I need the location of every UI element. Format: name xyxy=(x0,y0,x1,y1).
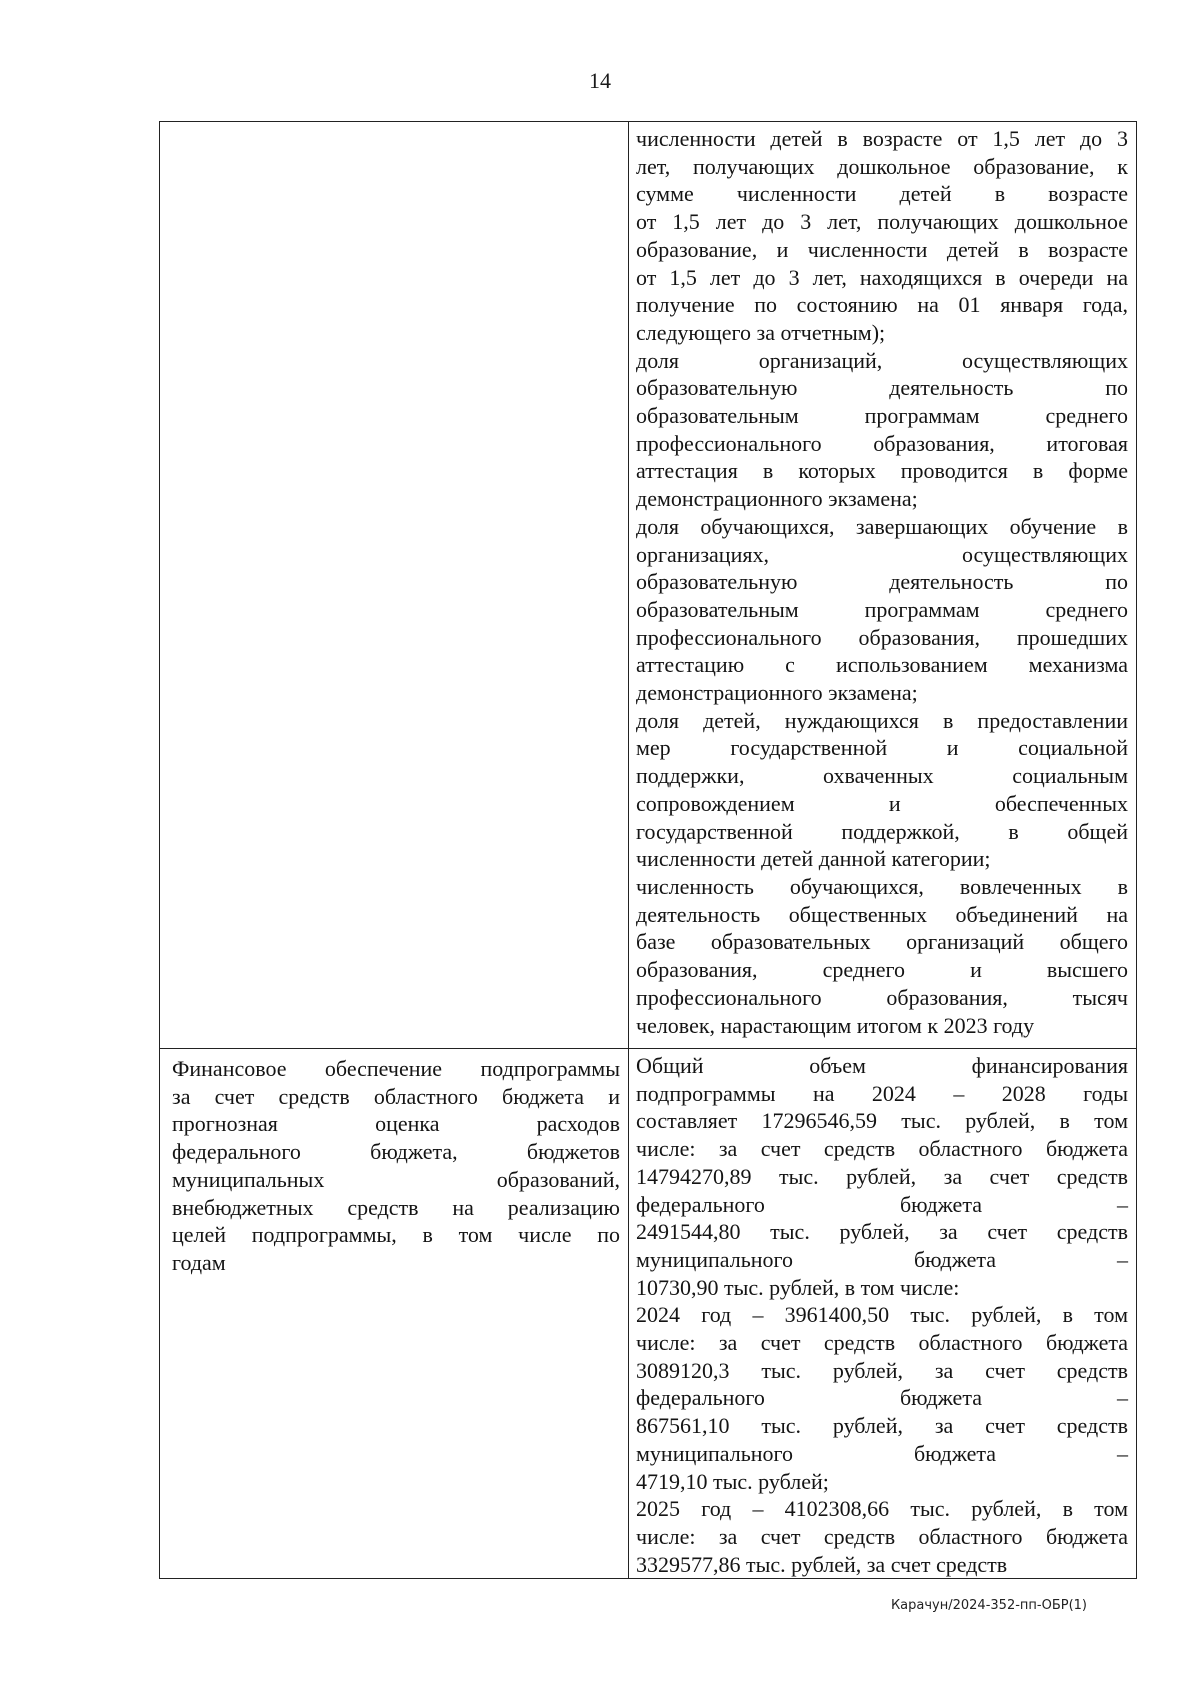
text-line: человек, нарастающим итогом к 2023 году xyxy=(636,1012,1035,1038)
paragraph xyxy=(172,1055,620,1277)
text-line: Финансовое обеспечение подпрограммы xyxy=(172,1056,620,1081)
paragraph xyxy=(636,125,1128,347)
text-line: следующего за отчетным); xyxy=(636,319,886,345)
row2-right-cell xyxy=(629,1049,1137,1579)
text-line: доля организаций, осуществляющих xyxy=(636,347,1128,373)
text-line: числе: за счет средств областного бюджета xyxy=(636,1330,1128,1356)
text-line: профессионального образования, прошедших xyxy=(636,624,1128,650)
paragraph xyxy=(636,513,1128,707)
text-line: подпрограммы на 2024 – 2028 годы xyxy=(636,1080,1128,1106)
text-line: организациях, осуществляющих xyxy=(636,541,1128,567)
text-line: 4719,10 тыс. рублей; xyxy=(636,1468,829,1494)
text-line: 2491544,80 тыс. рублей, за счет средств xyxy=(636,1219,1128,1245)
text-line: федерального бюджета, бюджетов xyxy=(172,1139,620,1165)
text-line: числе: за счет средств областного бюджета xyxy=(636,1523,1128,1549)
text-line: числе: за счет средств областного бюджета xyxy=(636,1136,1128,1162)
row2-right-text xyxy=(629,1049,1136,1578)
text-line: от 1,5 лет до 3 лет, получающих дошкольное xyxy=(636,209,1128,235)
table-row xyxy=(160,1049,1137,1579)
text-line: поддержки, охваченных социальным xyxy=(636,763,1128,789)
paragraph xyxy=(636,347,1128,513)
text-line: сопровождением и обеспеченных xyxy=(636,790,1128,816)
text-line: численность обучающихся, вовлеченных в xyxy=(636,873,1128,899)
text-line: доля обучающихся, завершающих обучение в xyxy=(636,513,1128,539)
text-line: получение по состоянию на 01 января года, xyxy=(636,292,1128,318)
document-code: Карачун/2024-352-пп-ОБР(1) xyxy=(890,1598,1087,1613)
text-line: деятельность общественных объединений на xyxy=(636,901,1128,927)
table-row xyxy=(160,122,1137,1049)
text-line: образовательным программам среднего xyxy=(636,596,1128,622)
text-line: за счет средств областного бюджета и xyxy=(172,1083,620,1109)
text-line: базе образовательных организаций общего xyxy=(636,929,1128,955)
text-line: федерального бюджета – xyxy=(636,1385,1128,1411)
paragraph xyxy=(636,707,1128,873)
text-line: 2024 год – 3961400,50 тыс. рублей, в том xyxy=(636,1302,1128,1328)
paragraph xyxy=(636,873,1128,1039)
text-line: мер государственной и социальной xyxy=(636,735,1128,761)
text-line: численности детей в возрасте от 1,5 лет до 3 xyxy=(636,126,1128,151)
text-line: сумме численности детей в возрасте xyxy=(636,181,1128,207)
paragraph xyxy=(636,1495,1128,1578)
text-line: 3329577,86 тыс. рублей, за счет средств xyxy=(636,1551,1008,1577)
row2-left-text xyxy=(160,1049,628,1277)
text-line: муниципальных образований, xyxy=(172,1166,620,1192)
text-line: государственной поддержкой, в общей xyxy=(636,818,1128,844)
row1-right-cell xyxy=(629,122,1137,1049)
text-line: составляет 17296546,59 тыс. рублей, в том xyxy=(636,1108,1128,1134)
text-line: муниципального бюджета – xyxy=(636,1246,1128,1272)
row1-right-text xyxy=(629,122,1136,1039)
text-line: 867561,10 тыс. рублей, за счет средств xyxy=(636,1413,1128,1439)
text-line: лет, получающих дошкольное образование, к xyxy=(636,153,1128,179)
text-line: годам xyxy=(172,1249,226,1275)
text-line: целей подпрограммы, в том числе по xyxy=(172,1222,620,1248)
text-line: образовательную деятельность по xyxy=(636,569,1128,595)
text-line: доля детей, нуждающихся в предоставлении xyxy=(636,707,1128,733)
paragraph xyxy=(636,1301,1128,1495)
text-line: профессионального образования, тысяч xyxy=(636,984,1128,1010)
row1-left-cell xyxy=(160,122,629,1049)
text-line: федерального бюджета – xyxy=(636,1191,1128,1217)
text-line: аттестация в которых проводится в форме xyxy=(636,458,1128,484)
text-line: профессионального образования, итоговая xyxy=(636,430,1128,456)
row2-left-cell xyxy=(160,1049,629,1579)
paragraph xyxy=(636,1052,1128,1301)
text-line: образование, и численности детей в возрасте xyxy=(636,236,1128,262)
text-line: 14794270,89 тыс. рублей, за счет средств xyxy=(636,1163,1128,1189)
text-line: образования, среднего и высшего xyxy=(636,957,1128,983)
passport-table xyxy=(159,121,1137,1579)
text-line: 10730,90 тыс. рублей, в том числе: xyxy=(636,1274,960,1300)
text-line: внебюджетных средств на реализацию xyxy=(172,1194,620,1220)
page-number: 14 xyxy=(589,68,611,93)
text-line: численности детей данной категории; xyxy=(636,846,991,872)
text-line: Общий объем финансирования xyxy=(636,1053,1128,1078)
text-line: 3089120,3 тыс. рублей, за счет средств xyxy=(636,1357,1128,1383)
text-line: демонстрационного экзамена; xyxy=(636,486,918,512)
text-line: 2025 год – 4102308,66 тыс. рублей, в том xyxy=(636,1496,1128,1522)
text-line: образовательную деятельность по xyxy=(636,375,1128,401)
text-line: образовательным программам среднего xyxy=(636,403,1128,429)
text-line: аттестацию с использованием механизма xyxy=(636,652,1128,678)
text-line: демонстрационного экзамена; xyxy=(636,680,918,706)
text-line: от 1,5 лет до 3 лет, находящихся в очереди на xyxy=(636,264,1128,290)
text-line: муниципального бюджета – xyxy=(636,1440,1128,1466)
text-line: прогнозная оценка расходов xyxy=(172,1111,620,1137)
